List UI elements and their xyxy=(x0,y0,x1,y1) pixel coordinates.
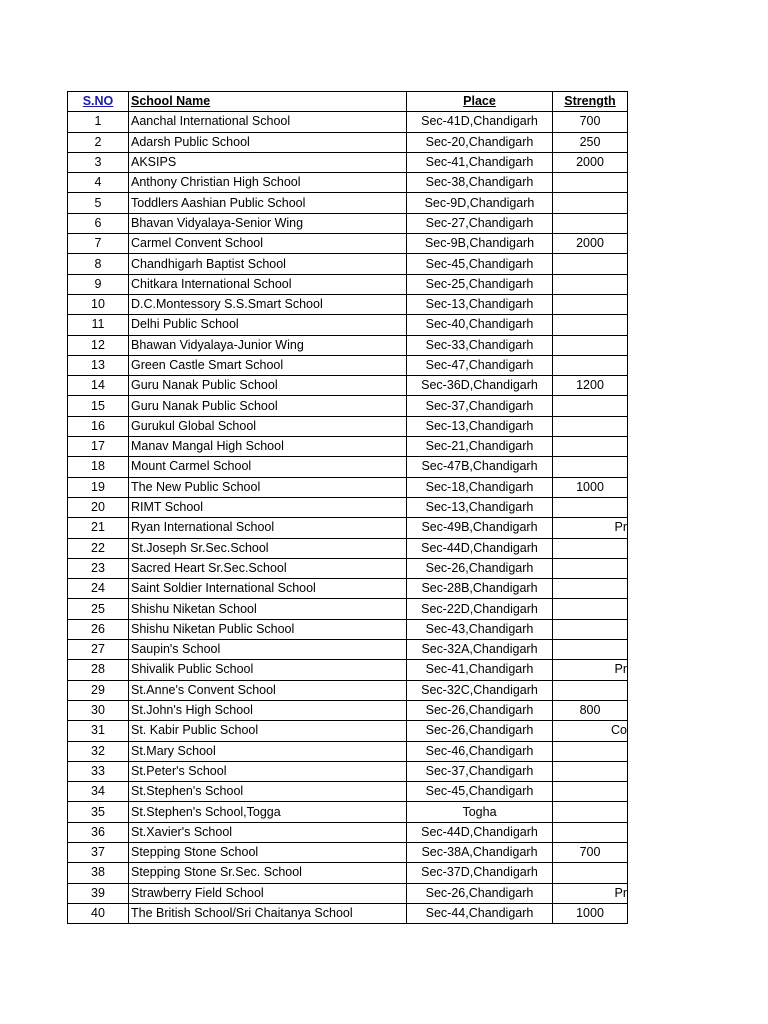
cell-strength[interactable] xyxy=(553,558,628,578)
cell-sno[interactable]: 23 xyxy=(68,558,129,578)
cell-school-name[interactable]: Guru Nanak Public School xyxy=(129,376,407,396)
cell-school-name[interactable]: Adarsh Public School xyxy=(129,132,407,152)
cell-place[interactable]: Sec-36D,Chandigarh xyxy=(407,376,553,396)
cell-sno[interactable]: 31 xyxy=(68,721,129,741)
cell-place[interactable]: Sec-26,Chandigarh xyxy=(407,883,553,903)
cell-strength[interactable] xyxy=(553,721,628,741)
cell-strength[interactable] xyxy=(553,497,628,517)
cell-school-name[interactable]: Strawberry Field School xyxy=(129,883,407,903)
cell-sno[interactable]: 1 xyxy=(68,112,129,132)
cell-strength[interactable] xyxy=(553,437,628,457)
cell-sno[interactable]: 36 xyxy=(68,822,129,842)
cell-strength[interactable] xyxy=(553,193,628,213)
cell-strength[interactable]: 2000 xyxy=(553,234,628,254)
cell-school-name[interactable]: Anthony Christian High School xyxy=(129,173,407,193)
cell-school-name[interactable]: Green Castle Smart School xyxy=(129,355,407,375)
cell-strength[interactable]: 250 xyxy=(553,132,628,152)
cell-sno[interactable]: 24 xyxy=(68,579,129,599)
cell-school-name[interactable]: St.Anne's Convent School xyxy=(129,680,407,700)
table-row xyxy=(68,518,628,538)
table-row xyxy=(68,721,628,741)
cell-sno[interactable]: 21 xyxy=(68,518,129,538)
cell-sno[interactable]: 35 xyxy=(68,802,129,822)
cell-school-name[interactable]: St.Joseph Sr.Sec.School xyxy=(129,538,407,558)
cell-sno[interactable]: 22 xyxy=(68,538,129,558)
cell-note-overflow: Pr xyxy=(614,885,627,900)
header-sno[interactable]: S.NO xyxy=(68,92,129,112)
table-row xyxy=(68,558,628,578)
cell-school-name[interactable]: St. Kabir Public School xyxy=(129,721,407,741)
cell-school-name[interactable]: Chitkara International School xyxy=(129,274,407,294)
cell-place[interactable]: Sec-45,Chandigarh xyxy=(407,782,553,802)
cell-place[interactable]: Sec-40,Chandigarh xyxy=(407,315,553,335)
cell-school-name[interactable]: Shishu Niketan School xyxy=(129,599,407,619)
cell-school-name[interactable]: Ryan International School xyxy=(129,518,407,538)
header-strength[interactable]: Strength xyxy=(553,92,628,112)
cell-strength[interactable]: 700 xyxy=(553,112,628,132)
cell-sno[interactable]: 2 xyxy=(68,132,129,152)
cell-school-name[interactable]: AKSIPS xyxy=(129,152,407,172)
table-row xyxy=(68,254,628,274)
table-row xyxy=(68,396,628,416)
school-table xyxy=(67,91,628,924)
cell-school-name[interactable]: Stepping Stone Sr.Sec. School xyxy=(129,863,407,883)
cell-sno[interactable]: 4 xyxy=(68,173,129,193)
cell-place[interactable]: Sec-46,Chandigarh xyxy=(407,741,553,761)
cell-place[interactable]: Sec-45,Chandigarh xyxy=(407,254,553,274)
cell-school-name[interactable]: Saint Soldier International School xyxy=(129,579,407,599)
cell-place[interactable]: Sec-13,Chandigarh xyxy=(407,497,553,517)
cell-school-name[interactable]: Guru Nanak Public School xyxy=(129,396,407,416)
cell-school-name[interactable]: Mount Carmel School xyxy=(129,457,407,477)
cell-strength[interactable] xyxy=(553,761,628,781)
cell-strength[interactable] xyxy=(553,355,628,375)
cell-school-name[interactable]: St.Stephen's School,Togga xyxy=(129,802,407,822)
table-row xyxy=(68,802,628,822)
cell-strength[interactable] xyxy=(553,315,628,335)
cell-strength[interactable] xyxy=(553,599,628,619)
cell-strength[interactable] xyxy=(553,579,628,599)
cell-place[interactable]: Sec-26,Chandigarh xyxy=(407,700,553,720)
cell-strength[interactable] xyxy=(553,660,628,680)
table-row xyxy=(68,315,628,335)
cell-sno[interactable]: 10 xyxy=(68,294,129,314)
table-row xyxy=(68,497,628,517)
cell-strength[interactable] xyxy=(553,680,628,700)
cell-sno[interactable]: 12 xyxy=(68,335,129,355)
cell-school-name[interactable]: St.Xavier's School xyxy=(129,822,407,842)
cell-strength[interactable] xyxy=(553,396,628,416)
cell-place[interactable]: Sec-37D,Chandigarh xyxy=(407,863,553,883)
cell-school-name[interactable]: Chandhigarh Baptist School xyxy=(129,254,407,274)
table-row xyxy=(68,477,628,497)
cell-place[interactable]: Sec-13,Chandigarh xyxy=(407,294,553,314)
cell-strength[interactable] xyxy=(553,640,628,660)
cell-place[interactable]: Sec-13,Chandigarh xyxy=(407,416,553,436)
cell-place[interactable]: Sec-41,Chandigarh xyxy=(407,660,553,680)
cell-note-overflow: Pr xyxy=(614,662,627,677)
cell-sno[interactable]: 29 xyxy=(68,680,129,700)
cell-place[interactable]: Sec-26,Chandigarh xyxy=(407,558,553,578)
cell-school-name[interactable]: The New Public School xyxy=(129,477,407,497)
cell-school-name[interactable]: Carmel Convent School xyxy=(129,234,407,254)
cell-school-name[interactable]: Sacred Heart Sr.Sec.School xyxy=(129,558,407,578)
cell-strength[interactable] xyxy=(553,518,628,538)
cell-strength[interactable] xyxy=(553,741,628,761)
cell-place[interactable]: Sec-37,Chandigarh xyxy=(407,396,553,416)
table-row xyxy=(68,883,628,903)
cell-strength[interactable] xyxy=(553,294,628,314)
header-row xyxy=(68,92,628,112)
cell-strength[interactable] xyxy=(553,619,628,639)
cell-place[interactable]: Sec-49B,Chandigarh xyxy=(407,518,553,538)
table-row xyxy=(68,761,628,781)
cell-school-name[interactable]: Shishu Niketan Public School xyxy=(129,619,407,639)
table-row xyxy=(68,741,628,761)
cell-place[interactable]: Togha xyxy=(407,802,553,822)
cell-school-name[interactable]: Stepping Stone School xyxy=(129,842,407,862)
cell-strength[interactable] xyxy=(553,802,628,822)
table-row xyxy=(68,416,628,436)
cell-sno[interactable]: 9 xyxy=(68,274,129,294)
cell-place[interactable]: Sec-18,Chandigarh xyxy=(407,477,553,497)
cell-strength[interactable]: 1000 xyxy=(553,477,628,497)
cell-place[interactable]: Sec-38A,Chandigarh xyxy=(407,842,553,862)
cell-sno[interactable]: 34 xyxy=(68,782,129,802)
cell-place[interactable]: Sec-43,Chandigarh xyxy=(407,619,553,639)
cell-school-name[interactable]: Shivalik Public School xyxy=(129,660,407,680)
cell-strength[interactable] xyxy=(553,335,628,355)
cell-strength[interactable] xyxy=(553,863,628,883)
table-row xyxy=(68,335,628,355)
cell-strength[interactable]: 1200 xyxy=(553,376,628,396)
cell-school-name[interactable]: St.Peter's School xyxy=(129,761,407,781)
table-row xyxy=(68,437,628,457)
cell-place[interactable]: Sec-20,Chandigarh xyxy=(407,132,553,152)
cell-place[interactable]: Sec-9B,Chandigarh xyxy=(407,234,553,254)
cell-place[interactable]: Sec-47,Chandigarh xyxy=(407,355,553,375)
cell-sno[interactable]: 8 xyxy=(68,254,129,274)
cell-strength[interactable] xyxy=(553,538,628,558)
cell-sno[interactable]: 32 xyxy=(68,741,129,761)
cell-place[interactable]: Sec-32C,Chandigarh xyxy=(407,680,553,700)
cell-school-name[interactable]: Delhi Public School xyxy=(129,315,407,335)
cell-school-name[interactable]: St.Stephen's School xyxy=(129,782,407,802)
cell-strength[interactable] xyxy=(553,254,628,274)
table-row xyxy=(68,234,628,254)
cell-school-name[interactable]: D.C.Montessory S.S.Smart School xyxy=(129,294,407,314)
cell-strength[interactable]: 2000 xyxy=(553,152,628,172)
cell-sno[interactable]: 33 xyxy=(68,761,129,781)
table-row xyxy=(68,213,628,233)
cell-strength[interactable] xyxy=(553,822,628,842)
cell-school-name[interactable]: Toddlers Aashian Public School xyxy=(129,193,407,213)
cell-sno[interactable]: 20 xyxy=(68,497,129,517)
table-row xyxy=(68,193,628,213)
header-place[interactable]: Place xyxy=(407,92,553,112)
cell-school-name[interactable]: St.Mary School xyxy=(129,741,407,761)
cell-school-name[interactable]: Bhavan Vidyalaya-Senior Wing xyxy=(129,213,407,233)
table-row xyxy=(68,700,628,720)
cell-strength[interactable] xyxy=(553,213,628,233)
cell-place[interactable]: Sec-32A,Chandigarh xyxy=(407,640,553,660)
cell-sno[interactable]: 3 xyxy=(68,152,129,172)
table-body xyxy=(68,112,628,924)
cell-note-overflow: Co xyxy=(611,723,627,738)
table-row xyxy=(68,660,628,680)
cell-strength[interactable] xyxy=(553,782,628,802)
cell-school-name[interactable]: St.John's High School xyxy=(129,700,407,720)
cell-sno[interactable]: 6 xyxy=(68,213,129,233)
table-row xyxy=(68,579,628,599)
cell-school-name[interactable]: Saupin's School xyxy=(129,640,407,660)
cell-strength[interactable] xyxy=(553,173,628,193)
cell-place[interactable]: Sec-47B,Chandigarh xyxy=(407,457,553,477)
cell-sno[interactable]: 26 xyxy=(68,619,129,639)
cell-sno[interactable]: 16 xyxy=(68,416,129,436)
table-row xyxy=(68,376,628,396)
table-row xyxy=(68,152,628,172)
cell-place[interactable]: Sec-26,Chandigarh xyxy=(407,721,553,741)
cell-sno[interactable]: 40 xyxy=(68,903,129,923)
table-row xyxy=(68,112,628,132)
cell-note-overflow: Pr xyxy=(614,520,627,535)
table-row xyxy=(68,274,628,294)
cell-school-name[interactable]: Bhawan Vidyalaya-Junior Wing xyxy=(129,335,407,355)
cell-strength[interactable]: 800 xyxy=(553,700,628,720)
cell-sno[interactable]: 27 xyxy=(68,640,129,660)
table-row xyxy=(68,132,628,152)
cell-school-name[interactable]: The British School/Sri Chaitanya School xyxy=(129,903,407,923)
school-table-container xyxy=(67,91,628,924)
cell-strength[interactable]: 700 xyxy=(553,842,628,862)
cell-place[interactable]: Sec-21,Chandigarh xyxy=(407,437,553,457)
header-school-name[interactable]: School Name xyxy=(129,92,407,112)
cell-strength[interactable] xyxy=(553,883,628,903)
cell-sno[interactable]: 38 xyxy=(68,863,129,883)
cell-sno[interactable]: 7 xyxy=(68,234,129,254)
cell-strength[interactable] xyxy=(553,457,628,477)
table-row xyxy=(68,619,628,639)
cell-place[interactable]: Sec-38,Chandigarh xyxy=(407,173,553,193)
cell-strength[interactable] xyxy=(553,416,628,436)
table-row xyxy=(68,294,628,314)
table-row xyxy=(68,599,628,619)
table-row xyxy=(68,680,628,700)
cell-place[interactable]: Sec-27,Chandigarh xyxy=(407,213,553,233)
table-row xyxy=(68,863,628,883)
cell-sno[interactable]: 18 xyxy=(68,457,129,477)
cell-place[interactable]: Sec-44,Chandigarh xyxy=(407,903,553,923)
table-row xyxy=(68,173,628,193)
cell-sno[interactable]: 30 xyxy=(68,700,129,720)
cell-school-name[interactable]: Manav Mangal High School xyxy=(129,437,407,457)
cell-sno[interactable]: 28 xyxy=(68,660,129,680)
cell-sno[interactable]: 39 xyxy=(68,883,129,903)
cell-strength[interactable]: 1000 xyxy=(553,903,628,923)
cell-sno[interactable]: 11 xyxy=(68,315,129,335)
table-row xyxy=(68,842,628,862)
cell-sno[interactable]: 14 xyxy=(68,376,129,396)
cell-place[interactable]: Sec-9D,Chandigarh xyxy=(407,193,553,213)
cell-place[interactable]: Sec-44D,Chandigarh xyxy=(407,538,553,558)
cell-sno[interactable]: 17 xyxy=(68,437,129,457)
cell-place[interactable]: Sec-41D,Chandigarh xyxy=(407,112,553,132)
table-row xyxy=(68,538,628,558)
table-row xyxy=(68,457,628,477)
cell-sno[interactable]: 5 xyxy=(68,193,129,213)
table-row xyxy=(68,782,628,802)
cell-place[interactable]: Sec-28B,Chandigarh xyxy=(407,579,553,599)
cell-place[interactable]: Sec-33,Chandigarh xyxy=(407,335,553,355)
cell-sno[interactable]: 15 xyxy=(68,396,129,416)
table-row xyxy=(68,640,628,660)
cell-sno[interactable]: 37 xyxy=(68,842,129,862)
table-row xyxy=(68,822,628,842)
cell-place[interactable]: Sec-37,Chandigarh xyxy=(407,761,553,781)
cell-school-name[interactable]: RIMT School xyxy=(129,497,407,517)
cell-sno[interactable]: 13 xyxy=(68,355,129,375)
table-row xyxy=(68,903,628,923)
cell-strength[interactable] xyxy=(553,274,628,294)
table-row xyxy=(68,355,628,375)
cell-place[interactable]: Sec-25,Chandigarh xyxy=(407,274,553,294)
cell-place[interactable]: Sec-44D,Chandigarh xyxy=(407,822,553,842)
cell-school-name[interactable]: Gurukul Global School xyxy=(129,416,407,436)
cell-sno[interactable]: 25 xyxy=(68,599,129,619)
cell-place[interactable]: Sec-41,Chandigarh xyxy=(407,152,553,172)
cell-sno[interactable]: 19 xyxy=(68,477,129,497)
cell-school-name[interactable]: Aanchal International School xyxy=(129,112,407,132)
cell-place[interactable]: Sec-22D,Chandigarh xyxy=(407,599,553,619)
